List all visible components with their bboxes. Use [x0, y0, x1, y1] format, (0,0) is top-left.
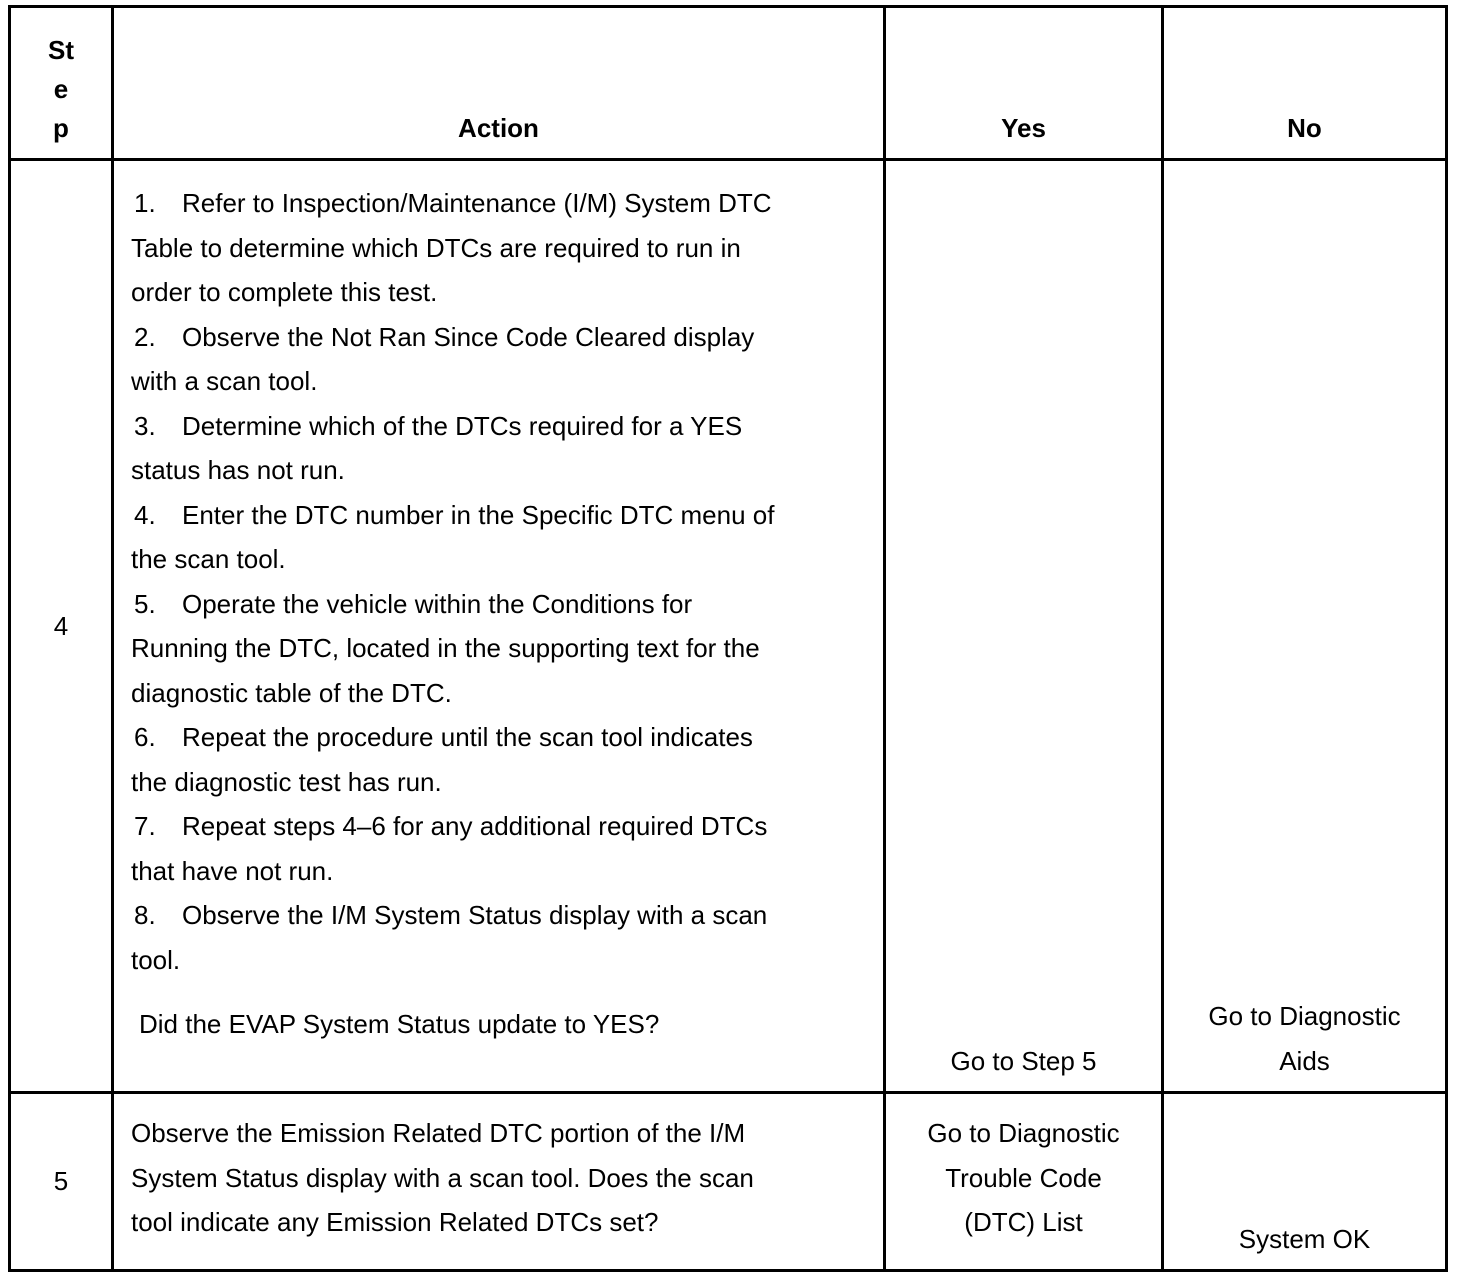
action-step-text: Observe the I/M System Status display with a scan tool.: [131, 900, 768, 975]
action-step-text: Observe the Not Ran Since Code Cleared display with a scan tool.: [131, 321, 755, 396]
yes-cell-text: Go to Diagnostic Trouble Code (DTC) List: [927, 1118, 1120, 1237]
action-cell: [113, 160, 885, 1093]
header-step: [10, 7, 113, 160]
action-step: [131, 804, 791, 893]
header-step-label: St ep: [48, 35, 74, 143]
yes-cell: [885, 1093, 1163, 1271]
action-step-number: 2.: [134, 321, 156, 352]
action-cell: [113, 1093, 885, 1271]
action-step: [131, 315, 791, 404]
action-step-number: 7.: [134, 811, 156, 841]
action-step-text: Operate the vehicle within the Conditions for Running the DTC, located in the supporting text for the diagnostic table of the DTC.: [131, 588, 760, 708]
no-cell: [1163, 160, 1447, 1093]
step-number: 5: [10, 1093, 113, 1271]
action-step-text: Enter the DTC number in the Specific DTC menu of the scan tool.: [131, 499, 775, 574]
header-action: Action: [113, 7, 885, 160]
action-step-number: 4.: [134, 499, 156, 530]
action-step: [131, 893, 791, 982]
header-no: No: [1163, 7, 1447, 160]
step-number: 4: [10, 160, 113, 1093]
action-step-text: Determine which of the DTCs required for a YES status has not run.: [131, 410, 743, 485]
no-cell: System OK: [1163, 1093, 1447, 1271]
action-step-number: 5.: [134, 588, 156, 619]
table-row: [10, 160, 1447, 1093]
action-step-text: Repeat the procedure until the scan tool indicates the diagnostic test has run.: [131, 722, 753, 797]
action-step-text: Refer to Inspection/Maintenance (I/M) System DTC Table to determine which DTCs are required to run in order to complete this test.: [131, 188, 772, 307]
header-yes: Yes: [885, 7, 1163, 160]
action-step: [131, 181, 791, 315]
action-step-number: 3.: [134, 410, 156, 441]
no-cell-text: Go to Diagnostic Aids: [1208, 1001, 1401, 1076]
action-step-number: 6.: [134, 722, 156, 752]
yes-cell: Go to Step 5: [885, 160, 1163, 1093]
header-row: [10, 7, 1447, 160]
action-step-text: Repeat steps 4–6 for any additional required DTCs that have not run.: [131, 811, 768, 886]
action-step: [131, 715, 791, 804]
action-step-number: 1.: [134, 188, 156, 218]
action-step-number: 8.: [134, 900, 156, 930]
action-step: [131, 582, 791, 716]
action-question: Did the EVAP System Status update to YES?: [139, 1009, 660, 1039]
diagnostic-table: [8, 5, 1448, 1272]
action-text: Observe the Emission Related DTC portion of the I/M System Status display with a scan tool. Does the scan tool indicate any Emission Related DTCs set?: [131, 1118, 754, 1237]
table-row: [10, 1093, 1447, 1271]
action-step: [131, 493, 791, 582]
action-step: [131, 404, 791, 493]
